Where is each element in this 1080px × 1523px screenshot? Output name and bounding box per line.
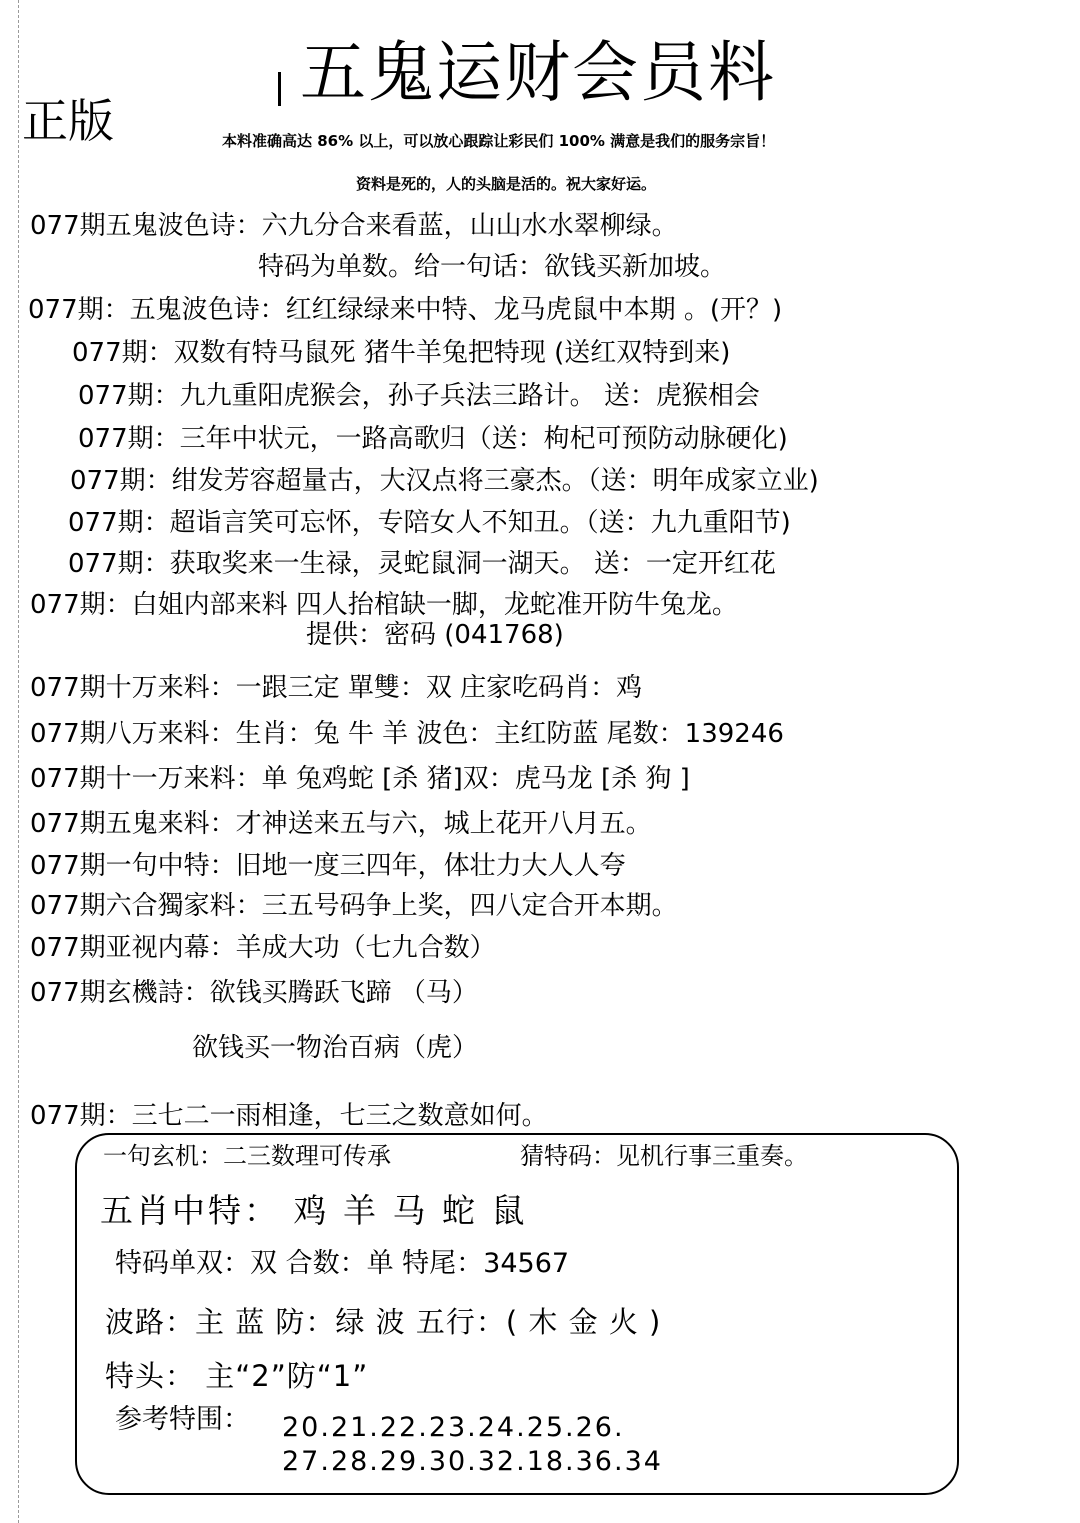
line-password: 提供：密码 (041768) <box>306 620 564 650</box>
box-five-zodiacs: 五肖中特： 鸡 羊 马 蛇 鼠 <box>100 1191 528 1230</box>
line-liuhe-exclusive: 077期六合獨家料：三五号码争上奖，四八定合开本期。 <box>30 891 678 921</box>
line-lucky-snake: 077期：获取奖来一生禄，灵蛇鼠洞一湖天。 送：一定开红花 <box>68 549 776 579</box>
line-rain-meet: 077期：三七二一雨相逢，七三之数意如何。 <box>30 1101 548 1131</box>
line-one-sentence: 077期一句中特：旧地一度三四年，体壮力大人人夸 <box>30 851 626 881</box>
line-even-numbers: 077期：双数有特马鼠死 猪牛羊兔把特现 (送红双特到来) <box>72 338 731 368</box>
box-reference-label: 参考特围： <box>115 1404 250 1435</box>
box-mystery-line: 一句玄机：二三数理可传承 <box>103 1142 391 1170</box>
box-guess-code: 猜特码：见机行事三重奏。 <box>520 1142 808 1170</box>
line-wugui-material: 077期五鬼来料：才神送来五与六，城上花开八月五。 <box>30 809 652 839</box>
title-bar-mark <box>278 72 281 106</box>
subtitle-wishes: 资料是死的，人的头脑是活的。祝大家好运。 <box>356 175 657 193</box>
line-wugui-poem: 077期五鬼波色诗：六九分合来看蓝，山山水水翠柳绿。 <box>30 211 678 241</box>
line-wugui-poem-note: 特码为单数。给一句话：欲钱买新加坡。 <box>258 252 727 282</box>
box-special-head: 特头： 主“2”防“1” <box>105 1359 369 1393</box>
box-reference-row1: 20.21.22.23.24.25.26. <box>282 1412 625 1443</box>
line-three-heroes: 077期：绀发芳容超量古，大汉点将三豪杰。（送：明年成家立业) <box>70 466 819 496</box>
line-baijie: 077期：白姐内部来料 四人抬棺缺一脚，龙蛇准开防牛兔龙。 <box>30 590 738 620</box>
line-mystery-poem-2: 欲钱买一物治百病（虎） <box>192 1033 479 1063</box>
scan-left-edge <box>0 0 19 1523</box>
subtitle-accuracy: 本料准确高达 86% 以上，可以放心跟踪让彩民们 100% 满意是我们的服务宗旨！ <box>222 132 776 150</box>
line-100k: 077期十万来料：一跟三定 單雙：双 庄家吃码肖：鸡 <box>30 673 643 703</box>
box-odd-even: 特码单双：双 合数：单 特尾：34567 <box>115 1248 570 1279</box>
line-110k: 077期十一万来料：单 兔鸡蛇 [杀 猪]双：虎马龙 [杀 狗 ] <box>30 764 690 794</box>
page-title: 五鬼运财会员料 <box>300 34 776 111</box>
line-80k: 077期八万来料：生肖：兔 牛 羊 波色：主红防蓝 尾数：139246 <box>30 719 784 749</box>
line-mystery-poem: 077期玄機詩：欲钱买腾跃飞蹄 （马） <box>30 978 478 1008</box>
line-atv-inside: 077期亚视内幕：羊成大功（七九合数） <box>30 933 496 963</box>
line-top-scholar: 077期：三年中状元，一路高歌归（送：枸杞可预防动脉硬化) <box>78 424 788 454</box>
edition-badge: 正版 <box>22 94 114 148</box>
box-reference-row2: 27.28.29.30.32.18.36.34 <box>282 1446 663 1477</box>
line-color-poem: 077期：五鬼波色诗：红红绿绿来中特、龙马虎鼠中本期 。(开？) <box>28 295 783 325</box>
box-wave-elements: 波路：主 蓝 防：绿 波 五行：( 木 金 火 ) <box>105 1305 662 1339</box>
line-laughter: 077期：超诣言笑可忘怀，专陪女人不知丑。（送：九九重阳节) <box>68 508 791 538</box>
line-double-ninth: 077期：九九重阳虎猴会，孙子兵法三路计。 送：虎猴相会 <box>78 381 760 411</box>
